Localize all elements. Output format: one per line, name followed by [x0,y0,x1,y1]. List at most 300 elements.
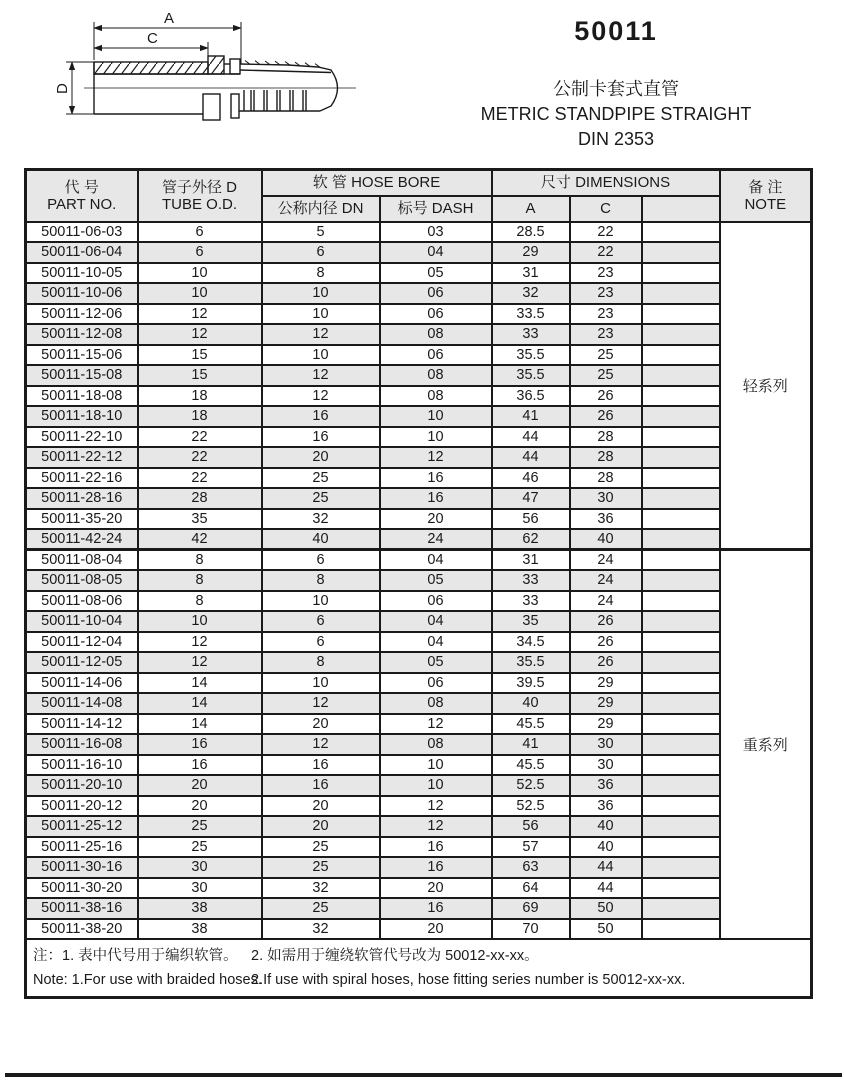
table-cell: 35.5 [492,365,570,386]
table-cell: 14 [138,673,262,694]
table-cell: 22 [570,222,642,243]
table-row [26,365,812,386]
table-cell: 20 [138,796,262,817]
table-cell: 70 [492,919,570,940]
table-cell [642,468,720,489]
table-cell [642,263,720,284]
table-cell [642,386,720,407]
table-cell: 8 [138,550,262,571]
table-cell: 40 [262,529,380,550]
table-cell: 05 [380,263,492,284]
table-cell [642,673,720,694]
table-row [26,714,812,735]
table-cell: 30 [570,734,642,755]
table-cell: 29 [570,673,642,694]
table-cell: 36 [570,796,642,817]
table-cell: 20 [262,714,380,735]
table-cell: 50011-22-16 [26,468,138,489]
table-row [26,222,812,243]
table-cell: 8 [138,570,262,591]
table-row [26,755,812,776]
table-cell: 26 [570,652,642,673]
col-header-dash: 标号 DASH [380,196,492,222]
table-cell: 35 [138,509,262,530]
table-row [26,529,812,550]
table-cell: 12 [262,693,380,714]
table-cell: 25 [262,898,380,919]
footnote-en-2: 2.If use with spiral hoses, hose fitting series number is 50012-xx-xx. [251,972,686,988]
table-cell: 50011-16-08 [26,734,138,755]
table-cell: 50011-30-20 [26,878,138,899]
table-cell: 16 [380,488,492,509]
table-cell: 24 [380,529,492,550]
series-note-cell: 重系列 [720,550,812,940]
table-cell: 35.5 [492,652,570,673]
table-cell: 12 [138,652,262,673]
table-cell: 24 [570,591,642,612]
table-cell: 16 [380,468,492,489]
table-cell: 30 [138,878,262,899]
table-cell: 50011-14-08 [26,693,138,714]
table-cell: 03 [380,222,492,243]
table-cell: 16 [380,837,492,858]
table-cell: 16 [262,427,380,448]
technical-drawing [48,4,378,154]
table-cell: 50011-20-10 [26,775,138,796]
table-cell: 20 [262,447,380,468]
table-cell [642,796,720,817]
table-cell: 26 [570,632,642,653]
table-cell: 44 [570,878,642,899]
table-cell [642,222,720,243]
table-row [26,837,812,858]
table-row [26,468,812,489]
table-cell: 10 [262,673,380,694]
table-row [26,283,812,304]
table-cell: 50011-08-05 [26,570,138,591]
table-cell: 25 [262,468,380,489]
table-row [26,550,812,571]
table-cell: 04 [380,242,492,263]
table-cell [642,304,720,325]
table-cell: 12 [262,734,380,755]
table-cell: 16 [138,755,262,776]
table-row [26,898,812,919]
table-cell: 6 [262,611,380,632]
table-cell: 20 [380,509,492,530]
table-row [26,693,812,714]
table-cell [642,878,720,899]
table-cell: 16 [380,857,492,878]
table-cell: 50011-06-04 [26,242,138,263]
table-cell: 50011-12-06 [26,304,138,325]
table-cell: 57 [492,837,570,858]
table-row [26,488,812,509]
table-cell: 22 [570,242,642,263]
table-cell: 25 [138,837,262,858]
table-cell: 50011-12-08 [26,324,138,345]
table-cell: 50011-10-04 [26,611,138,632]
table-cell: 28 [570,447,642,468]
table-cell: 41 [492,734,570,755]
fitting-body [84,56,356,120]
table-cell: 15 [138,345,262,366]
table-cell: 42 [138,529,262,550]
page-bottom-rule [5,1073,842,1077]
table-cell: 12 [262,324,380,345]
table-cell: 23 [570,263,642,284]
table-cell [642,693,720,714]
table-cell: 50011-10-06 [26,283,138,304]
table-cell: 25 [138,816,262,837]
table-cell [642,283,720,304]
footnote-zh-1: 注：1. 表中代号用于编织软管。 [33,948,238,964]
table-cell: 44 [492,427,570,448]
dim-label-c: C [147,30,158,47]
table-cell [642,529,720,550]
table-cell [642,816,720,837]
table-cell: 63 [492,857,570,878]
table-cell: 41 [492,406,570,427]
table-cell: 08 [380,734,492,755]
standard-number: DIN 2353 [577,129,655,149]
table-cell: 30 [570,488,642,509]
table-cell [642,775,720,796]
col-header-dn: 公称内径 DN [262,196,380,222]
col-header-dim-c: C [570,196,642,222]
table-cell: 46 [492,468,570,489]
table-cell: 25 [570,345,642,366]
table-body-light-series [26,222,812,550]
table-cell: 36.5 [492,386,570,407]
table-cell: 06 [380,345,492,366]
table-cell: 52.5 [492,796,570,817]
table-cell: 31 [492,263,570,284]
table-cell [642,632,720,653]
table-cell: 50011-16-10 [26,755,138,776]
table-cell [642,365,720,386]
table-cell: 34.5 [492,632,570,653]
table-cell: 29 [492,242,570,263]
table-cell: 06 [380,304,492,325]
table-cell: 5 [262,222,380,243]
table-cell [642,406,720,427]
table-cell: 33.5 [492,304,570,325]
col-header-note-en: NOTE [744,195,787,213]
table-cell: 56 [492,509,570,530]
table-cell: 32 [262,878,380,899]
table-cell: 28.5 [492,222,570,243]
table-cell [642,734,720,755]
dim-label-d: D [54,83,71,94]
table-cell: 22 [138,427,262,448]
table-cell: 06 [380,673,492,694]
col-header-tube-od [138,170,262,222]
series-number: 50011 [574,16,658,46]
table-cell: 38 [138,919,262,940]
table-cell [642,242,720,263]
table-cell: 50011-18-08 [26,386,138,407]
table-cell: 20 [262,816,380,837]
table-cell: 10 [138,611,262,632]
table-cell: 50011-22-10 [26,427,138,448]
table-cell [642,857,720,878]
table-cell: 44 [570,857,642,878]
col-header-dim-a: A [492,196,570,222]
table-cell: 05 [380,652,492,673]
table-cell: 47 [492,488,570,509]
table-cell: 22 [138,447,262,468]
table-cell: 24 [570,570,642,591]
table-cell: 08 [380,324,492,345]
table-cell: 33 [492,591,570,612]
table-cell: 50011-08-06 [26,591,138,612]
table-row [26,775,812,796]
series-note-cell: 轻系列 [720,222,812,550]
title-block [420,16,812,152]
table-cell: 36 [570,775,642,796]
table-cell: 23 [570,283,642,304]
table-cell: 24 [570,550,642,571]
table-cell [642,898,720,919]
table-cell: 26 [570,386,642,407]
table-cell: 23 [570,304,642,325]
table-cell: 50011-20-12 [26,796,138,817]
table-cell: 31 [492,550,570,571]
table-cell [642,427,720,448]
table-cell: 50011-12-05 [26,652,138,673]
table-row [26,509,812,530]
table-cell: 12 [380,796,492,817]
table-cell: 50011-14-12 [26,714,138,735]
table-cell: 12 [138,632,262,653]
table-cell: 10 [262,345,380,366]
table-cell: 64 [492,878,570,899]
footnote-line-zh [33,944,804,968]
col-group-dimensions: 尺寸 DIMENSIONS [492,170,720,196]
table-row [26,345,812,366]
table-cell: 08 [380,386,492,407]
table-row [26,816,812,837]
footnote-zh-2: 2. 如需用于缠绕软管代号改为 50012-xx-xx。 [251,948,539,964]
table-row [26,878,812,899]
table-cell: 50011-42-24 [26,529,138,550]
table-cell [642,919,720,940]
title-english: METRIC STANDPIPE STRAIGHT [480,104,752,124]
dimension-c [94,30,208,58]
dim-label-a: A [164,10,175,27]
table-cell: 04 [380,611,492,632]
table-cell: 12 [380,816,492,837]
table-row [26,304,812,325]
spec-table [24,168,813,999]
col-group-hose-bore: 软 管 HOSE BORE [262,170,492,196]
table-cell: 14 [138,693,262,714]
table-cell: 26 [570,406,642,427]
table-row [26,673,812,694]
table-cell: 10 [380,775,492,796]
table-cell [642,837,720,858]
table-cell: 40 [570,816,642,837]
table-cell: 35 [492,611,570,632]
table-cell: 16 [262,775,380,796]
table-row [26,324,812,345]
table-cell: 50011-12-04 [26,632,138,653]
table-row [26,427,812,448]
table-cell: 50011-15-08 [26,365,138,386]
table-cell: 44 [492,447,570,468]
table-cell: 12 [380,714,492,735]
table-cell: 39.5 [492,673,570,694]
title-chinese: 公制卡套式直管 [553,79,679,99]
table-cell: 69 [492,898,570,919]
table-cell: 32 [262,919,380,940]
footnotes-cell [26,939,812,998]
table-cell: 10 [138,263,262,284]
table-cell: 50011-25-12 [26,816,138,837]
table-cell: 08 [380,365,492,386]
table-cell: 10 [262,304,380,325]
table-cell: 10 [380,427,492,448]
table-cell: 6 [262,550,380,571]
col-header-note [720,170,812,222]
table-cell: 28 [138,488,262,509]
table-cell: 12 [380,447,492,468]
table-cell: 14 [138,714,262,735]
table-cell: 8 [138,591,262,612]
table-cell: 15 [138,365,262,386]
table-cell: 50011-35-20 [26,509,138,530]
table-cell: 22 [138,468,262,489]
table-cell: 20 [380,919,492,940]
table-cell: 8 [262,652,380,673]
table-cell: 52.5 [492,775,570,796]
table-cell: 50011-28-16 [26,488,138,509]
table-cell: 29 [570,693,642,714]
table-cell: 04 [380,550,492,571]
table-cell: 20 [262,796,380,817]
table-cell: 29 [570,714,642,735]
table-row [26,447,812,468]
table-cell: 50011-14-06 [26,673,138,694]
table-cell: 25 [570,365,642,386]
table-cell [642,714,720,735]
table-cell: 50 [570,898,642,919]
table-cell: 40 [492,693,570,714]
col-header-dim-blank [642,196,720,222]
table-cell: 08 [380,693,492,714]
table-cell: 32 [262,509,380,530]
table-cell: 33 [492,570,570,591]
table-cell: 56 [492,816,570,837]
table-cell: 25 [262,837,380,858]
table-row [26,611,812,632]
table-cell: 20 [138,775,262,796]
table-cell: 62 [492,529,570,550]
table-cell: 40 [570,529,642,550]
table-header [26,170,812,222]
table-cell: 8 [262,570,380,591]
table-cell: 12 [262,365,380,386]
table-cell: 50011-38-20 [26,919,138,940]
table-cell: 18 [138,406,262,427]
table-cell: 28 [570,468,642,489]
barb-ribs [244,90,306,111]
table-cell: 50011-25-16 [26,837,138,858]
table-cell: 12 [262,386,380,407]
table-row [26,570,812,591]
table-cell: 23 [570,324,642,345]
table-cell: 50011-08-04 [26,550,138,571]
footnote-line-en [33,968,804,992]
table-cell [642,345,720,366]
table-cell: 45.5 [492,755,570,776]
table-cell: 06 [380,591,492,612]
table-row [26,386,812,407]
table-cell: 45.5 [492,714,570,735]
table-row [26,632,812,653]
table-cell: 25 [262,488,380,509]
table-row [26,796,812,817]
table-cell [642,570,720,591]
table-body-heavy-series [26,550,812,940]
table-cell: 8 [262,263,380,284]
table-row [26,242,812,263]
table-cell [642,447,720,468]
table-cell: 05 [380,570,492,591]
table-cell: 28 [570,427,642,448]
table-cell: 10 [380,755,492,776]
table-cell: 10 [262,283,380,304]
table-cell [642,509,720,530]
table-cell: 50011-38-16 [26,898,138,919]
table-row [26,591,812,612]
table-cell: 16 [262,755,380,776]
table-cell: 12 [138,324,262,345]
table-row [26,652,812,673]
table-cell: 26 [570,611,642,632]
table-cell [642,652,720,673]
table-cell: 36 [570,509,642,530]
footnote-en-1: Note: 1.For use with braided hoses. [33,972,262,988]
table-row [26,263,812,284]
table-cell: 20 [380,878,492,899]
table-cell: 40 [570,837,642,858]
table-cell: 6 [262,632,380,653]
table-cell: 35.5 [492,345,570,366]
col-header-part-no [26,170,138,222]
table-cell: 18 [138,386,262,407]
table-cell: 06 [380,283,492,304]
table-cell: 50011-30-16 [26,857,138,878]
table-cell: 30 [138,857,262,878]
table-cell: 04 [380,632,492,653]
table-cell: 10 [138,283,262,304]
col-header-part-no-en: PART NO. [47,195,117,213]
table-cell: 38 [138,898,262,919]
table-cell: 10 [380,406,492,427]
table-cell: 12 [138,304,262,325]
fitting-drawing [48,4,378,154]
col-header-tube-od-en: TUBE O.D. [161,195,237,213]
table-cell: 33 [492,324,570,345]
table-cell: 25 [262,857,380,878]
table-footer [26,939,812,998]
table-row [26,734,812,755]
table-cell [642,550,720,571]
table-cell: 6 [138,222,262,243]
table-cell: 16 [262,406,380,427]
